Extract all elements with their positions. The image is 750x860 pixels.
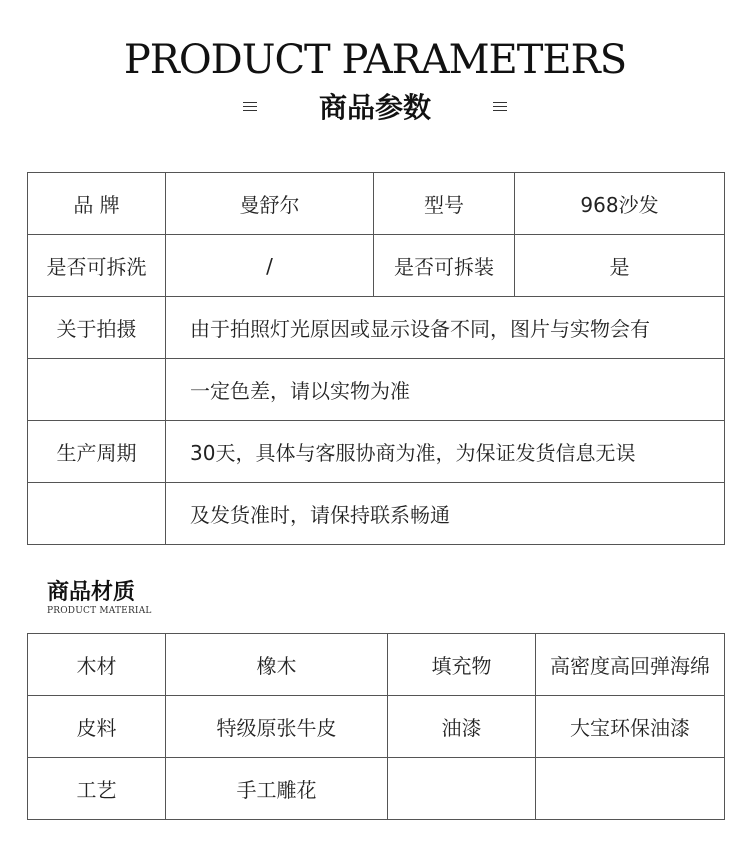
paint-value: 大宝环保油漆 — [536, 696, 725, 758]
brand-label: 品 牌 — [28, 173, 166, 235]
craft-label: 工艺 — [28, 758, 166, 820]
photo-note-label: 关于拍摄 — [28, 297, 166, 359]
model-value: 968沙发 — [515, 173, 725, 235]
empty-cell — [536, 758, 725, 820]
craft-value: 手工雕花 — [166, 758, 388, 820]
filling-label: 填充物 — [388, 634, 536, 696]
product-parameters-table — [27, 172, 725, 545]
empty-cell — [28, 359, 166, 421]
brand-value: 曼舒尔 — [166, 173, 374, 235]
empty-cell — [388, 758, 536, 820]
empty-cell — [28, 483, 166, 545]
photo-note-line1: 由于拍照灯光原因或显示设备不同，图片与实物会有 — [166, 297, 725, 359]
right-dash-ornament — [493, 102, 507, 111]
photo-note-line2: 一定色差，请以实物为准 — [166, 359, 725, 421]
table-row — [28, 359, 725, 421]
leather-label: 皮料 — [28, 696, 166, 758]
production-cycle-label: 生产周期 — [28, 421, 166, 483]
table-row — [28, 421, 725, 483]
paint-label: 油漆 — [388, 696, 536, 758]
table-row — [28, 173, 725, 235]
production-cycle-line1: 30天，具体与客服协商为准，为保证发货信息无误 — [166, 421, 725, 483]
detachable-label: 是否可拆装 — [374, 235, 515, 297]
wood-label: 木材 — [28, 634, 166, 696]
page-title-cn: 商品参数 — [318, 91, 431, 124]
table-row — [28, 483, 725, 545]
table-row — [28, 634, 725, 696]
page-title-en: PRODUCT PARAMETERS — [123, 37, 627, 83]
model-label: 型号 — [374, 173, 515, 235]
washable-value: / — [166, 235, 374, 297]
table-row — [28, 696, 725, 758]
product-material-table — [27, 633, 725, 820]
table-row — [28, 297, 725, 359]
leather-value: 特级原张牛皮 — [166, 696, 388, 758]
production-cycle-line2: 及发货准时，请保持联系畅通 — [166, 483, 725, 545]
wood-value: 橡木 — [166, 634, 388, 696]
filling-value: 高密度高回弹海绵 — [536, 634, 725, 696]
table-row — [28, 235, 725, 297]
material-section-title: 商品材质 — [47, 580, 136, 605]
table-row — [28, 758, 725, 820]
detachable-value: 是 — [515, 235, 725, 297]
page-title-row — [0, 86, 750, 126]
material-section-subtitle: PRODUCT MATERIAL — [47, 606, 152, 616]
washable-label: 是否可拆洗 — [28, 235, 166, 297]
left-dash-ornament — [243, 102, 257, 111]
